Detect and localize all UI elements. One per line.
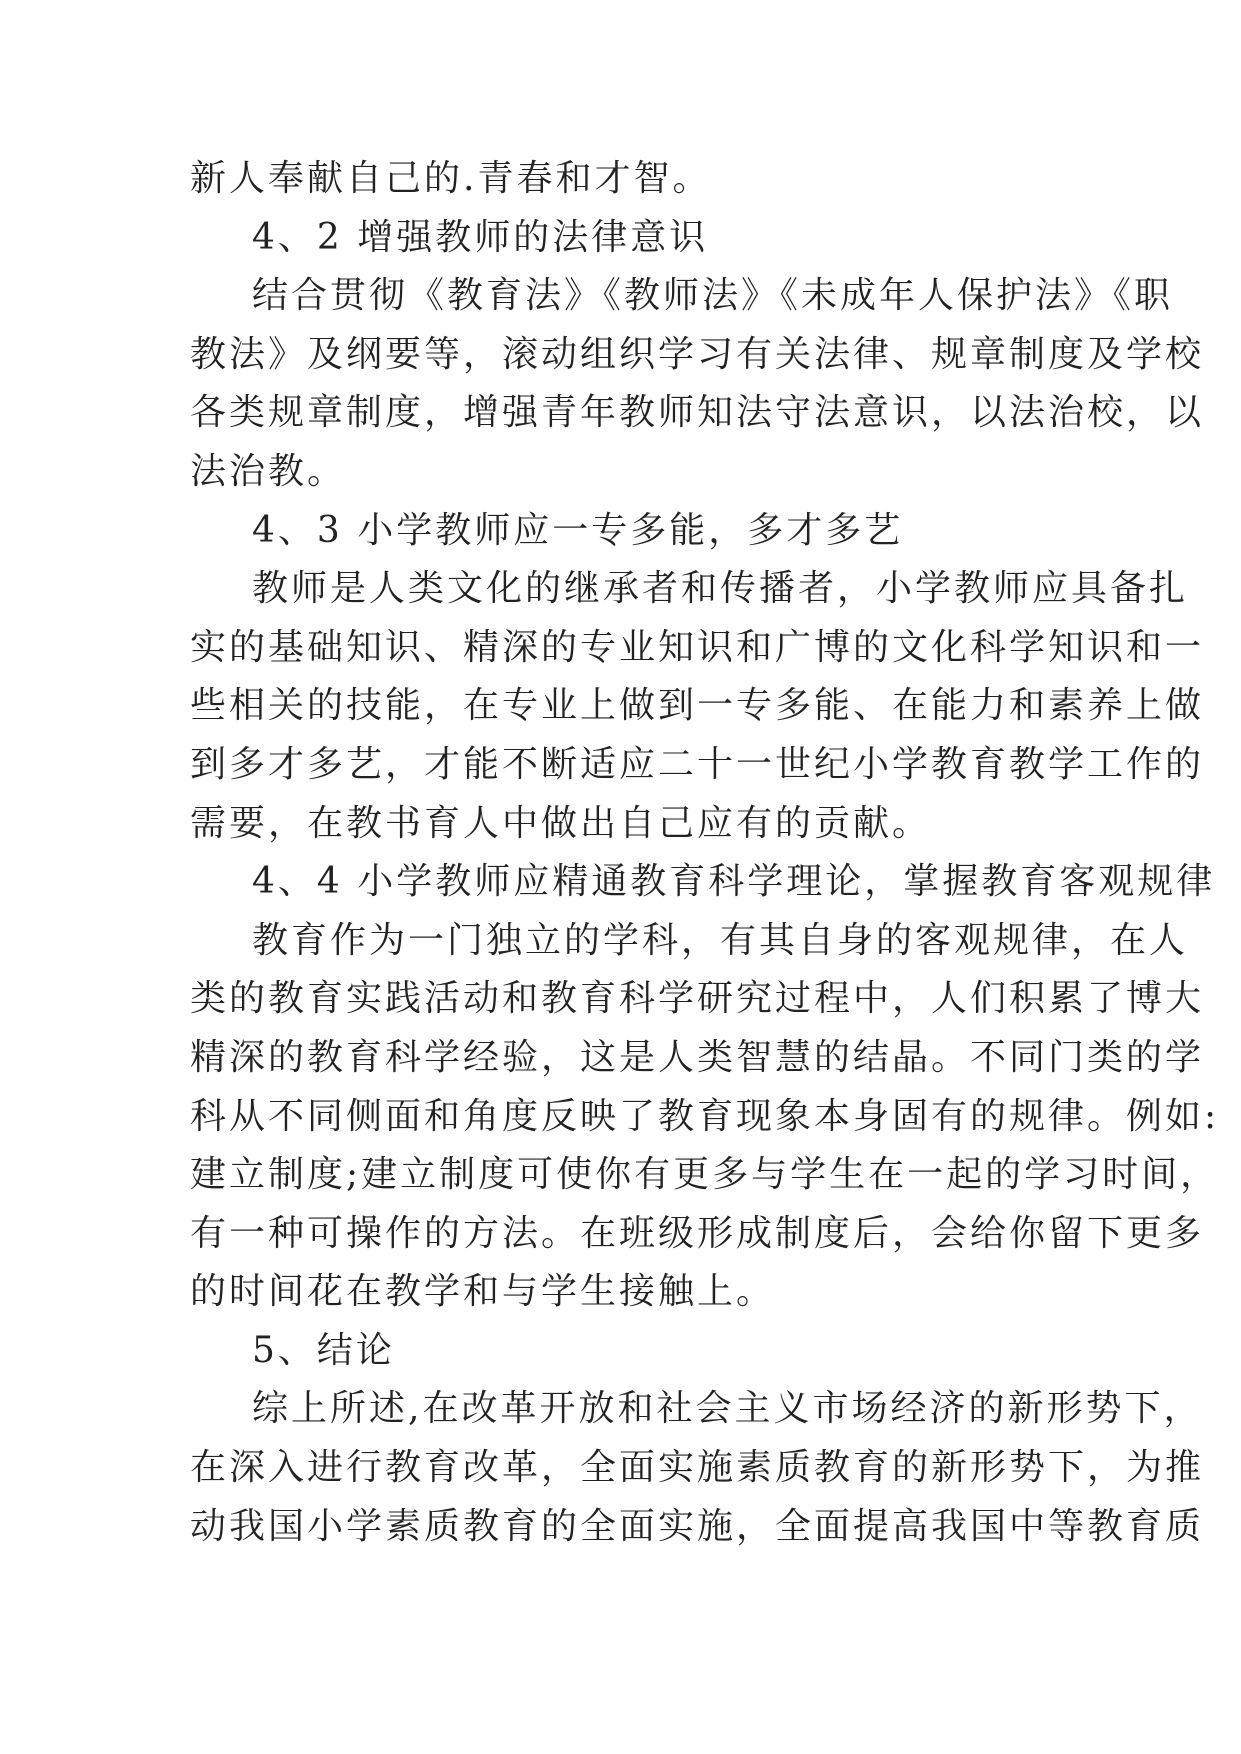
- body-text: [190, 150, 1220, 1556]
- text-line: 在深入进行教育改革，全面实施素质教育的新形势下，为推: [190, 1447, 1205, 1489]
- section-heading-5: 5、结论: [252, 1329, 395, 1371]
- text-line: 新人奉献自己的.青春和才智。: [190, 158, 712, 199]
- section-heading-4-3: 4、3 小学教师应一专多能，多才多艺: [252, 509, 904, 551]
- text-line: 些相关的技能，在专业上做到一专多能、在能力和素养上做: [190, 685, 1205, 727]
- text-line: 类的教育实践活动和教育科学研究过程中，人们积累了博大: [190, 978, 1205, 1020]
- text-line: 教育作为一门独立的学科，有其自身的客观规律，在人: [252, 919, 1189, 961]
- text-line: 的时间花在教学和与学生接触上。: [190, 1271, 776, 1313]
- text-line: 实的基础知识、精深的专业知识和广博的文化科学知识和一: [190, 626, 1205, 668]
- section-heading-4-2: 4、2 增强教师的法律意识: [252, 216, 709, 258]
- text-line: 到多才多艺，才能不断适应二十一世纪小学教育教学工作的: [190, 743, 1205, 785]
- text-line: 科从不同侧面和角度反映了教育现象本身固有的规律。例如:: [190, 1095, 1220, 1137]
- text-line: 各类规章制度，增强青年教师知法守法意识，以法治校，以: [190, 392, 1205, 434]
- text-line: 建立制度;建立制度可使你有更多与学生在一起的学习时间，: [190, 1154, 1220, 1196]
- text-line: 有一种可操作的方法。在班级形成制度后，会给你留下更多: [190, 1212, 1205, 1254]
- text-line: 动我国小学素质教育的全面实施，全面提高我国中等教育质: [190, 1505, 1205, 1547]
- text-line: 结合贯彻《教育法》《教师法》《未成年人保护法》《职: [252, 275, 1174, 317]
- text-line: 法治教。: [190, 450, 347, 492]
- text-line: 综上所述,在改革开放和社会主义市场经济的新形势下，: [252, 1388, 1203, 1430]
- section-heading-4-4: 4、4 小学教师应精通教育科学理论，掌握教育客观规律: [252, 861, 1216, 903]
- text-line: 教法》及纲要等，滚动组织学习有关法律、规章制度及学校: [190, 333, 1205, 375]
- text-line: 教师是人类文化的继承者和传播者，小学教师应具备扎: [252, 568, 1189, 610]
- text-line: 精深的教育科学经验，这是人类智慧的结晶。不同门类的学: [190, 1036, 1205, 1078]
- text-line: 需要，在教书育人中做出自己应有的贡献。: [190, 802, 932, 844]
